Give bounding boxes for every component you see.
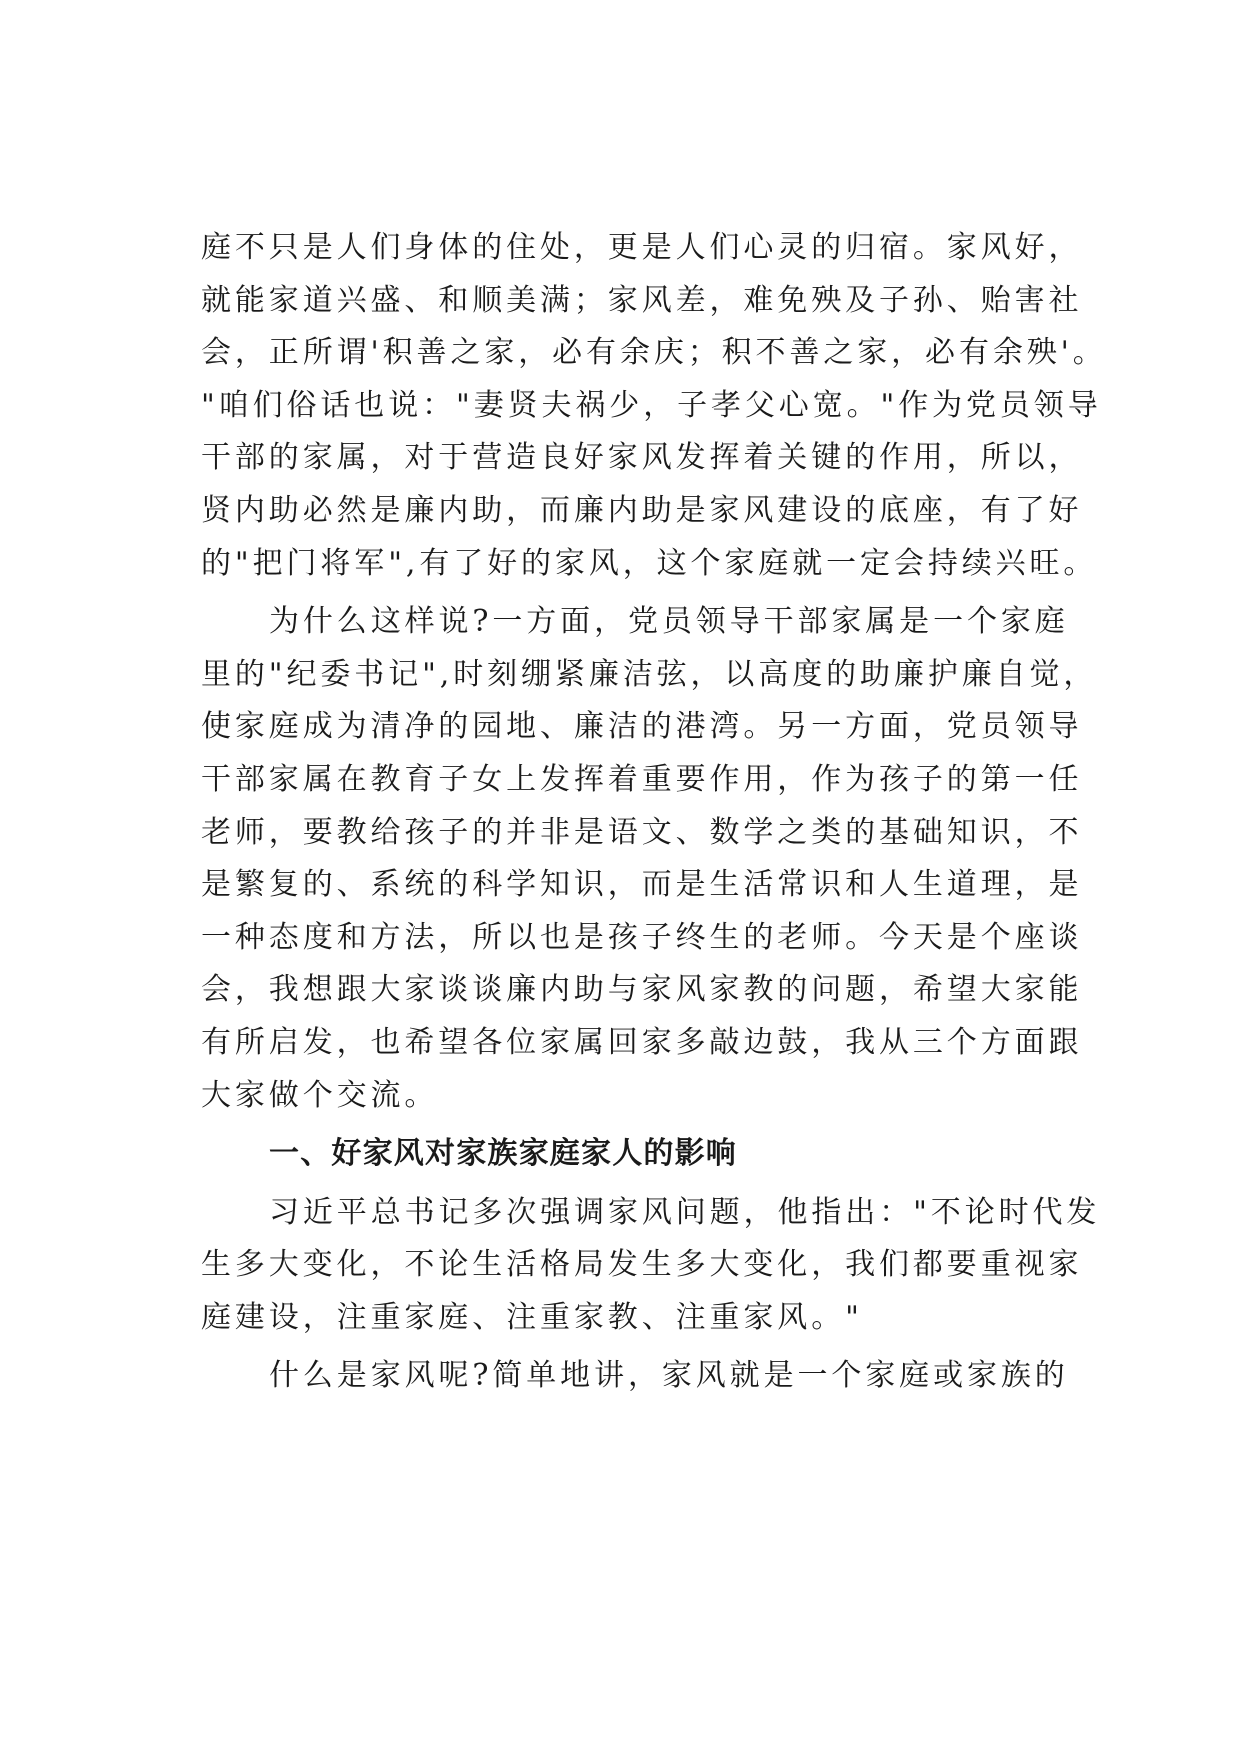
document-body	[201, 222, 1107, 1403]
paragraph	[201, 222, 1107, 590]
paragraph	[201, 1350, 1071, 1403]
text-line: 什么是家风呢?简单地讲，家风就是一个家庭或家族的	[269, 1358, 1069, 1394]
text-line: 就能家道兴盛、和顺美满；家风差，难免殃及子孙、贻害社	[201, 282, 1083, 318]
section-heading: 一、好家风对家族家庭家人的影响	[269, 1136, 737, 1172]
text-line: 生多大变化，不论生活格局发生多大变化，我们都要重视家	[201, 1247, 1083, 1283]
text-line: 里的"纪委书记",时刻绷紧廉洁弦，以高度的助廉护廉自觉，	[201, 656, 1098, 692]
paragraph	[201, 1187, 1101, 1345]
text-line: 庭建设，注重家庭、注重家教、注重家风。"	[201, 1299, 863, 1335]
text-line: 使家庭成为清净的园地、廉洁的港湾。另一方面，党员领导	[201, 709, 1083, 745]
text-line: 老师，要教给孩子的并非是语文、数学之类的基础知识，不	[201, 814, 1083, 850]
text-line: 会，我想跟大家谈谈廉内助与家风家教的问题，希望大家能	[201, 972, 1083, 1008]
text-line: 贤内助必然是廉内助，而廉内助是家风建设的底座，有了好	[201, 492, 1083, 528]
text-line: 干部的家属，对于营造良好家风发挥着关键的作用，所以，	[201, 440, 1083, 476]
text-line: 有所启发，也希望各位家属回家多敲边鼓，我从三个方面跟	[201, 1024, 1083, 1060]
text-line: 是繁复的、系统的科学知识，而是生活常识和人生道理，是	[201, 867, 1083, 903]
text-line: 大家做个交流。	[201, 1077, 439, 1113]
text-line: 习近平总书记多次强调家风问题，他指出："不论时代发	[269, 1194, 1101, 1230]
text-line: 庭不只是人们身体的住处，更是人们心灵的归宿。家风好，	[201, 230, 1083, 265]
text-line: 一种态度和方法，所以也是孩子终生的老师。今天是个座谈	[201, 919, 1083, 955]
paragraph	[201, 596, 1098, 1122]
text-line: 为什么这样说?一方面，党员领导干部家属是一个家庭	[269, 604, 1069, 640]
text-line: 的"把门将军",有了好的家风，这个家庭就一定会持续兴旺。	[201, 545, 1098, 581]
text-line: 会，正所谓'积善之家，必有余庆；积不善之家，必有余殃'。	[201, 335, 1107, 371]
text-line: "咱们俗话也说："妻贤夫祸少，子孝父心宽。"作为党员领导	[201, 387, 1102, 423]
text-line: 干部家属在教育子女上发挥着重要作用，作为孩子的第一任	[201, 761, 1083, 797]
